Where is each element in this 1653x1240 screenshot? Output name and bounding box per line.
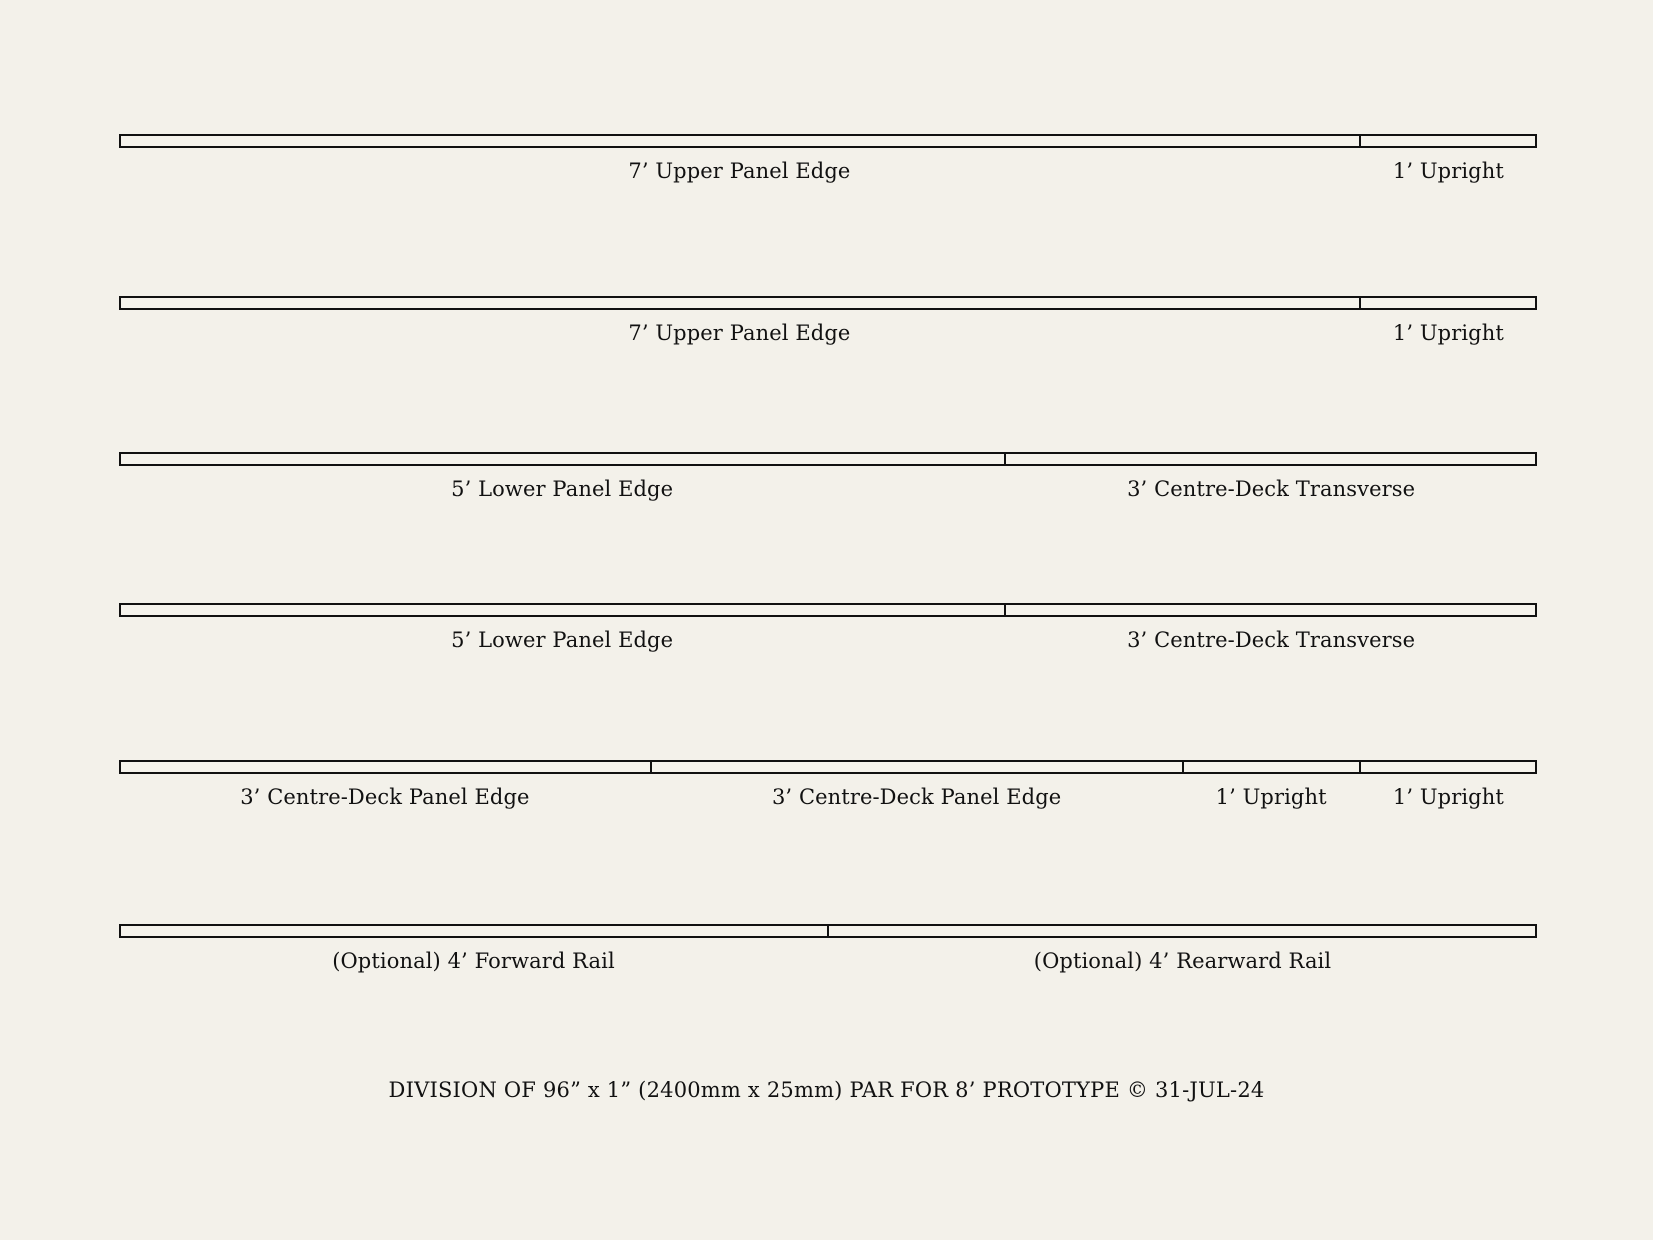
cut-line bbox=[1359, 298, 1361, 308]
board-1 bbox=[119, 134, 1537, 148]
cut-line bbox=[1359, 136, 1361, 146]
piece-label: 1’ Upright bbox=[1392, 321, 1504, 345]
cut-line bbox=[650, 762, 652, 772]
board-2 bbox=[119, 296, 1537, 310]
piece-label: 7’ Upper Panel Edge bbox=[628, 159, 851, 183]
piece-label: 1’ Upright bbox=[1215, 785, 1327, 809]
cut-line bbox=[1004, 605, 1006, 615]
piece-label: 3’ Centre-Deck Transverse bbox=[1127, 477, 1416, 501]
piece-label: 3’ Centre-Deck Panel Edge bbox=[240, 785, 530, 809]
cut-line bbox=[827, 926, 829, 936]
piece-label: 7’ Upper Panel Edge bbox=[628, 321, 851, 345]
cut-line bbox=[1182, 762, 1184, 772]
piece-label: (Optional) 4’ Forward Rail bbox=[332, 949, 615, 973]
board-3 bbox=[119, 452, 1537, 466]
board-4 bbox=[119, 603, 1537, 617]
board-6 bbox=[119, 924, 1537, 938]
piece-label: 1’ Upright bbox=[1392, 785, 1504, 809]
piece-label: (Optional) 4’ Rearward Rail bbox=[1033, 949, 1332, 973]
board-5 bbox=[119, 760, 1537, 774]
cut-line bbox=[1004, 454, 1006, 464]
diagram-caption: DIVISION OF 96” x 1” (2400mm x 25mm) PAR FOR 8’ PROTOTYPE © 31-JUL-24 bbox=[388, 1078, 1265, 1102]
piece-label: 5’ Lower Panel Edge bbox=[451, 477, 674, 501]
piece-label: 1’ Upright bbox=[1392, 159, 1504, 183]
piece-label: 5’ Lower Panel Edge bbox=[451, 628, 674, 652]
cut-line bbox=[1359, 762, 1361, 772]
piece-label: 3’ Centre-Deck Panel Edge bbox=[771, 785, 1062, 809]
piece-label: 3’ Centre-Deck Transverse bbox=[1127, 628, 1416, 652]
